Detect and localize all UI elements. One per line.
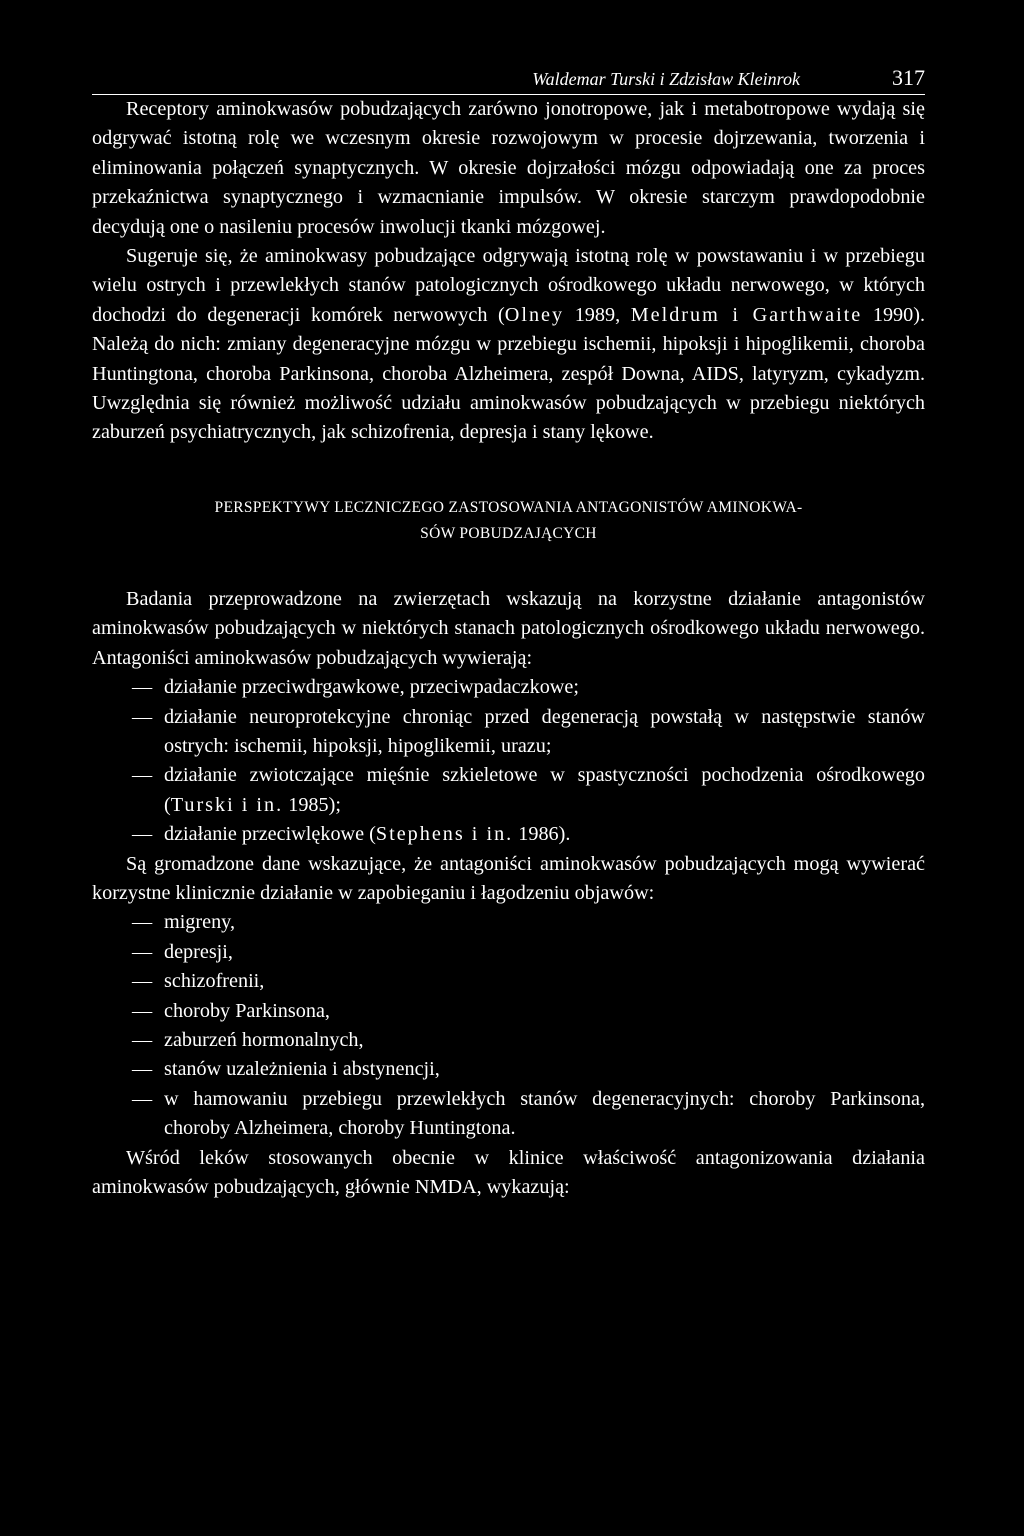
list-item-text: migreny, <box>164 911 236 934</box>
paragraph-clinical-data: Są gromadzone dane wskazujące, że antagoniści aminokwasów pobudzających mogą wywierać korzystne klinicznie działanie w zapobieganiu i łagodzeniu objawów: <box>92 852 925 904</box>
paragraph-drugs: Wśród leków stosowanych obecnie w klinice właściwość antagonizowania działania aminokwasów pobudzających, głównie NMDA, wykazują: <box>92 1146 925 1198</box>
list-item <box>92 997 925 1026</box>
page <box>92 60 925 1202</box>
citation-olney: Olney <box>504 303 565 326</box>
list-item <box>92 1026 925 1055</box>
citation-meldrum: Meldrum i Garthwaite <box>630 303 863 326</box>
list-item <box>92 967 925 996</box>
dash-marker: — <box>132 676 153 699</box>
section-heading <box>92 495 925 547</box>
page-number: 317 <box>892 65 925 90</box>
body-text <box>92 95 925 1202</box>
running-header <box>92 60 925 95</box>
text-segment: Sugeruje się, że aminokwasy pobudzające odgrywają istotną rolę w powstawaniu i w przebiegu wielu ostrych i przewlekłych stanów patologicznych ośrodkowego układu nerwowego, w których dochodzi do degeneracji komórek nerwowych ( <box>92 245 925 326</box>
paragraph-pathology <box>92 242 925 448</box>
list-item <box>92 703 925 762</box>
list-item-text: w hamowaniu przebiegu przewlekłych stanów degeneracyjnych: choroby Parkinsona, choroby Alzheimera, choroby Huntingtona. <box>164 1087 925 1140</box>
section-heading-line2: SÓW POBUDZAJĄCYCH <box>420 524 597 542</box>
dash-marker: — <box>132 823 153 846</box>
list-item <box>92 820 925 849</box>
list-item-text: działanie zwiotczające mięśnie szkieletowe w spastyczności pochodzenia ośrodkowego ( <box>164 764 925 816</box>
list-item <box>92 938 925 967</box>
effects-list <box>92 673 925 849</box>
list-item-text: działanie przeciwdrgawkowe, przeciwpadaczkowe; <box>164 676 579 699</box>
paragraph-receptors: Receptory aminokwasów pobudzających zarówno jonotropowe, jak i metabotropowe wydają się odgrywać istotną rolę we wczesnym okresie rozwojowym w procesie dojrzewania, tworzenia i eliminowania połączeń synaptycznych. W okresie dojrzałości mózgu odpowiadają one za proces przekaźnictwa synaptycznego i wzmacnianie impulsów. W okresie starczym prawdopodobnie decydują one o nasileniu procesów inwolucji tkanki mózgowej. <box>92 98 925 238</box>
list-item-text: stanów uzależnienia i abstynencji, <box>164 1058 440 1081</box>
list-item-text: działanie neuroprotekcyjne chroniąc przed degeneracją powstałą w następstwie stanów ostrych: ischemii, hipoksji, hipoglikemii, urazu; <box>164 705 925 757</box>
dash-marker: — <box>132 911 153 934</box>
dash-marker: — <box>132 705 153 728</box>
list-item-text: choroby Parkinsona, <box>164 999 330 1022</box>
dash-marker: — <box>132 764 153 787</box>
list-item <box>92 908 925 937</box>
list-item-text: działanie przeciwlękowe ( <box>164 823 376 846</box>
dash-marker: — <box>132 940 153 963</box>
list-item <box>92 761 925 820</box>
dash-marker: — <box>132 1058 153 1081</box>
text-segment: 1989, <box>564 303 631 326</box>
list-item-text: 1986). <box>513 823 571 846</box>
citation-turski: Turski i in. <box>170 793 284 816</box>
list-item <box>92 1055 925 1084</box>
list-item-text: depresji, <box>164 940 233 963</box>
citation-stephens: Stephens i in. <box>375 823 514 846</box>
list-item-text: schizofrenii, <box>164 970 265 993</box>
list-item <box>92 673 925 702</box>
dash-marker: — <box>132 1087 153 1110</box>
dash-marker: — <box>132 999 153 1022</box>
symptoms-list <box>92 908 925 1143</box>
dash-marker: — <box>132 970 153 993</box>
dash-marker: — <box>132 1028 153 1051</box>
list-item-text: zaburzeń hormonalnych, <box>164 1028 364 1051</box>
text-segment: 1990). Należą do nich: zmiany degeneracyjne mózgu w przebiegu ischemii, hipoksji i hipoglikemii, choroba Huntingtona, choroba Parkinsona, choroba Alzheimera, zespół Downa, AIDS, latyryzm, cykadyzm. Uwzględnia się również możliwość udziału aminokwasów pobudzających w przebiegu niektórych zaburzeń psychiatrycznych, jak schizofrenia, depresja i stany lękowe. <box>92 303 925 444</box>
header-authors: Waldemar Turski i Zdzisław Kleinrok <box>532 69 800 89</box>
section-heading-line1: PERSPEKTYWY LECZNICZEGO ZASTOSOWANIA ANTAGONISTÓW AMINOKWA- <box>214 498 803 516</box>
paragraph-animal-studies: Badania przeprowadzone na zwierzętach wskazują na korzystne działanie antagonistów aminokwasów pobudzających w niektórych stanach patologicznych ośrodkowego układu nerwowego. Antagoniści aminokwasów pobudzających wywierają: <box>92 587 925 669</box>
list-item-text: 1985); <box>283 793 341 816</box>
list-item <box>92 1085 925 1144</box>
